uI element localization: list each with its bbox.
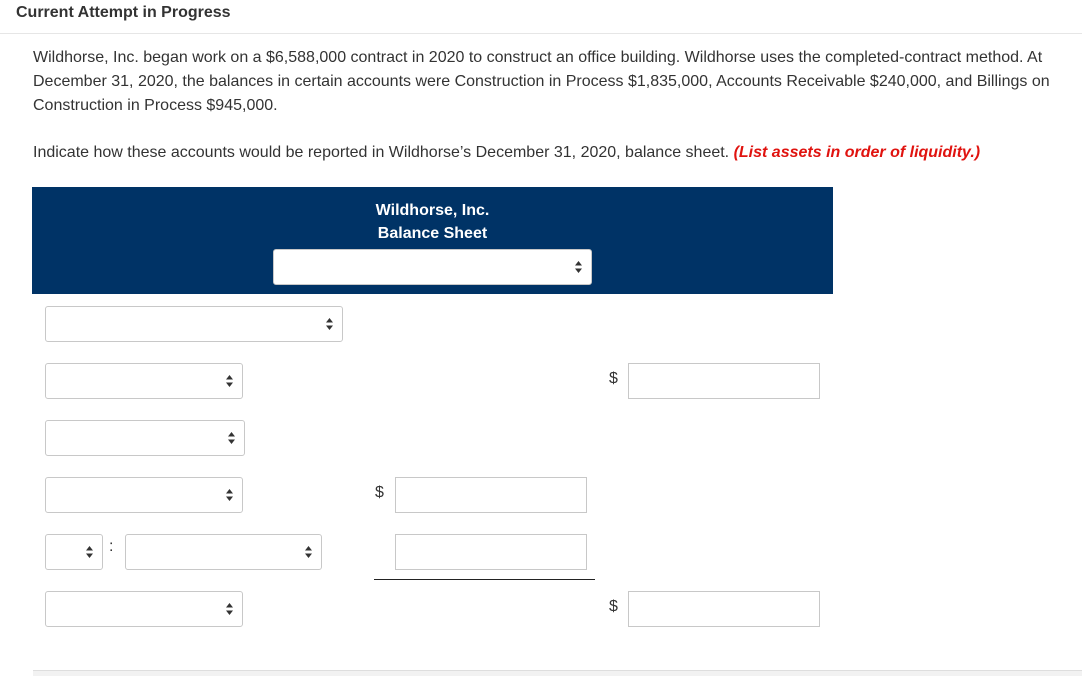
select-arrows-icon bbox=[575, 261, 582, 273]
amount-input-1[interactable] bbox=[628, 363, 820, 399]
account-dropdown-4[interactable] bbox=[125, 534, 322, 570]
select-arrows-icon bbox=[305, 546, 312, 558]
section-dropdown[interactable] bbox=[45, 306, 343, 342]
statement-title: Balance Sheet bbox=[377, 225, 488, 242]
next-panel-edge bbox=[33, 670, 1082, 676]
dollar-sign: $ bbox=[609, 370, 618, 387]
amount-input-5[interactable] bbox=[628, 591, 820, 627]
company-name: Wildhorse, Inc. bbox=[375, 202, 490, 219]
select-arrows-icon bbox=[226, 375, 233, 387]
account-dropdown-5[interactable] bbox=[45, 591, 243, 627]
account-dropdown-2[interactable] bbox=[45, 420, 245, 456]
select-arrows-icon bbox=[226, 603, 233, 615]
operator-dropdown[interactable] bbox=[45, 534, 103, 570]
header-divider bbox=[0, 33, 1082, 34]
instruction-note: (List assets in order of liquidity.) bbox=[733, 144, 981, 161]
select-arrows-icon bbox=[228, 432, 235, 444]
amount-input-3[interactable] bbox=[395, 477, 587, 513]
select-arrows-icon bbox=[226, 489, 233, 501]
select-arrows-icon bbox=[326, 318, 333, 330]
select-arrows-icon bbox=[86, 546, 93, 558]
attempt-status: Current Attempt in Progress bbox=[16, 4, 231, 21]
date-dropdown[interactable] bbox=[273, 249, 592, 285]
account-dropdown-3[interactable] bbox=[45, 477, 243, 513]
balance-sheet-header bbox=[32, 187, 833, 294]
subtotal-underline bbox=[374, 579, 595, 580]
colon-separator: : bbox=[109, 538, 114, 555]
amount-input-4[interactable] bbox=[395, 534, 587, 570]
account-dropdown-1[interactable] bbox=[45, 363, 243, 399]
dollar-sign: $ bbox=[609, 598, 618, 615]
instruction-text: Indicate how these accounts would be reported in Wildhorse’s December 31, 2020, balance sheet. bbox=[33, 144, 730, 161]
dollar-sign: $ bbox=[375, 484, 384, 501]
instruction bbox=[33, 141, 1073, 165]
problem-statement: Wildhorse, Inc. began work on a $6,588,000 contract in 2020 to construct an office building. Wildhorse uses the completed-contract method. At December 31, 2020, the balances in certain accounts were Construction in Process $1,835,000, Accounts Receivable $240,000, and Billings on Construction in Process $945,000. bbox=[33, 49, 1050, 114]
